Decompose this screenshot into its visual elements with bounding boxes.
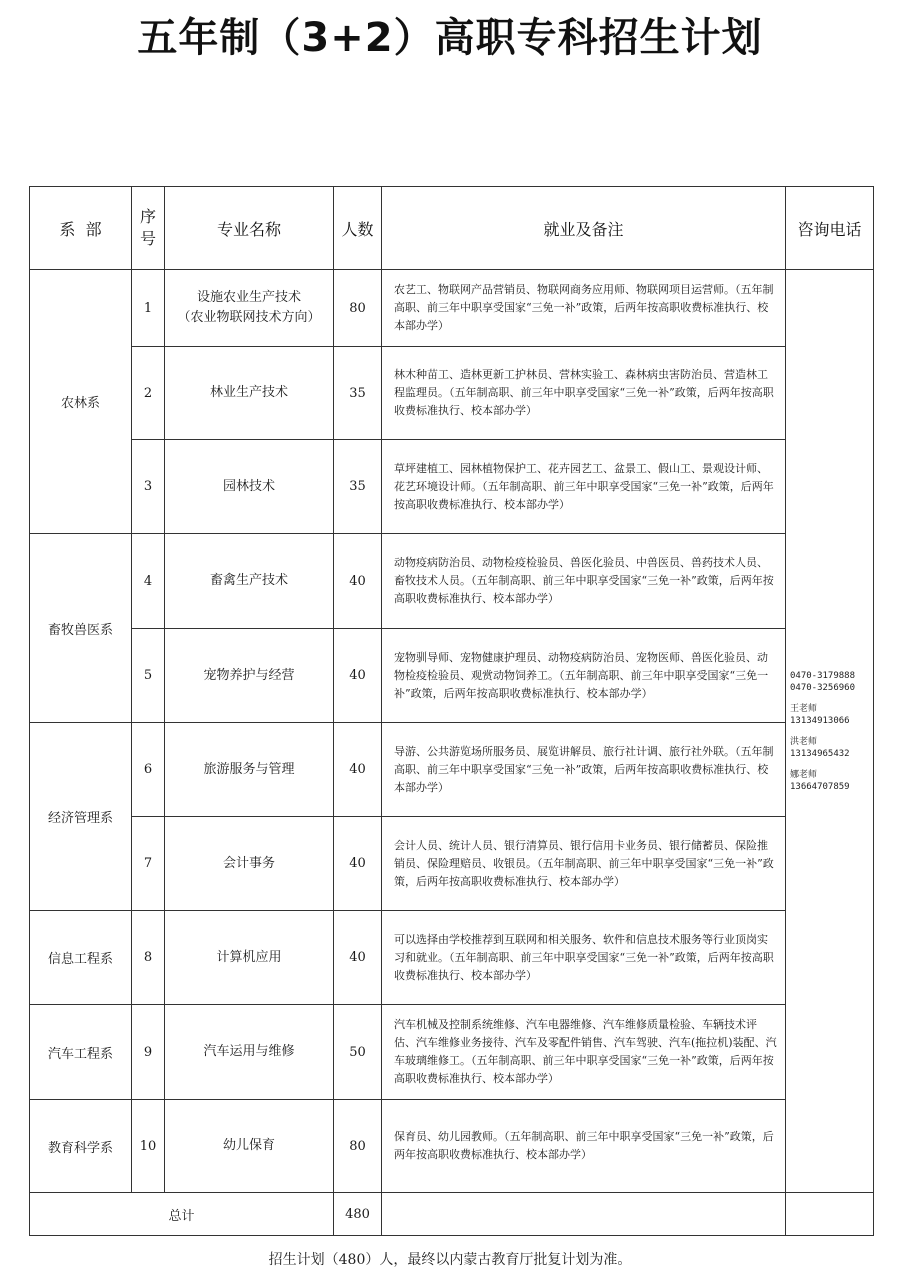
- row-note: 草坪建植工、园林植物保护工、花卉园艺工、盆景工、假山工、景观设计师、花艺环境设计师。（五年制高职、前三年中职享受国家“三免一补”政策，后两年按高职收费标准执行、校本部办学）: [382, 440, 786, 534]
- table-row: [30, 347, 874, 440]
- row-count: 40: [334, 534, 382, 629]
- total-value: 480: [334, 1193, 382, 1236]
- total-empty-cell: [382, 1193, 786, 1236]
- row-note: 会计人员、统计人员、银行清算员、银行信用卡业务员、银行储蓄员、保险推销员、保险理赔员、收银员。（五年制高职、前三年中职享受国家“三免一补”政策，后两年按高职收费标准执行、校本部办学）: [382, 817, 786, 911]
- header-dept: 系 部: [30, 187, 132, 270]
- row-count: 80: [334, 270, 382, 347]
- row-major: 幼儿保育: [165, 1100, 334, 1193]
- contact-cell: [786, 270, 874, 1193]
- total-row: [30, 1193, 874, 1236]
- table-row: [30, 723, 874, 817]
- page-title: 五年制（3+2）高职专科招生计划: [137, 15, 763, 61]
- row-seq: 5: [132, 629, 165, 723]
- contact-teacher-1-phone: 13134913066: [790, 715, 850, 726]
- header-count: 人数: [334, 187, 382, 270]
- row-seq: 3: [132, 440, 165, 534]
- row-major: 畜禽生产技术: [165, 534, 334, 629]
- table-row: [30, 911, 874, 1005]
- contact-teacher-2-phone: 13134965432: [790, 748, 850, 759]
- table-row: [30, 270, 874, 347]
- row-major: 汽车运用与维修: [165, 1005, 334, 1100]
- table-row: [30, 440, 874, 534]
- dept-jiaoyu: 教育科学系: [30, 1100, 132, 1193]
- row-seq: 4: [132, 534, 165, 629]
- row-major: 园林技术: [165, 440, 334, 534]
- dept-xumu: 畜牧兽医系: [30, 534, 132, 723]
- table-row: [30, 534, 874, 629]
- row-seq: 1: [132, 270, 165, 347]
- contact-teacher-3-name: 娜老师: [790, 769, 818, 780]
- row-note: 可以选择由学校推荐到互联网和相关服务、软件和信息技术服务等行业顶岗实习和就业。（五年制高职、前三年中职享受国家“三免一补”政策，后两年按高职收费标准执行、校本部办学）: [382, 911, 786, 1005]
- row-major: 林业生产技术: [165, 347, 334, 440]
- row-count: 35: [334, 347, 382, 440]
- table-header-row: [30, 187, 874, 270]
- row-major: [165, 270, 334, 347]
- contact-phone-1: 0470-3179888: [790, 670, 856, 681]
- row-seq: 9: [132, 1005, 165, 1100]
- row-note: 宠物驯导师、宠物健康护理员、动物疫病防治员、宠物医师、兽医化验员、动物检疫检验员、观赏动物饲养工。（五年制高职、前三年中职享受国家“三免一补”政策，后两年按高职收费标准执行、校本部办学）: [382, 629, 786, 723]
- row-count: 40: [334, 817, 382, 911]
- row-count: 50: [334, 1005, 382, 1100]
- contact-teacher-3-phone: 13664707859: [790, 781, 850, 792]
- header-seq-line2: 号: [139, 229, 156, 248]
- header-seq: [132, 187, 165, 270]
- row-seq: 6: [132, 723, 165, 817]
- table-row: [30, 1005, 874, 1100]
- row-major: 会计事务: [165, 817, 334, 911]
- row-count: 35: [334, 440, 382, 534]
- row-major: 计算机应用: [165, 911, 334, 1005]
- row-count: 40: [334, 723, 382, 817]
- dept-jingji: 经济管理系: [30, 723, 132, 911]
- row-major-line1: 设施农业生产技术: [196, 290, 301, 305]
- row-seq: 10: [132, 1100, 165, 1193]
- row-note: 导游、公共游览场所服务员、展览讲解员、旅行社计调、旅行社外联。（五年制高职、前三年中职享受国家“三免一补”政策，后两年按高职收费标准执行、校本部办学）: [382, 723, 786, 817]
- dept-qiche: 汽车工程系: [30, 1005, 132, 1100]
- row-seq: 8: [132, 911, 165, 1005]
- table-row: [30, 629, 874, 723]
- enrollment-plan-table: [29, 186, 874, 1236]
- row-count: 40: [334, 629, 382, 723]
- header-seq-line1: 序: [139, 207, 156, 226]
- row-major: 旅游服务与管理: [165, 723, 334, 817]
- header-contact: 咨询电话: [786, 187, 874, 270]
- row-count: 80: [334, 1100, 382, 1193]
- row-major: 宠物养护与经营: [165, 629, 334, 723]
- row-seq: 7: [132, 817, 165, 911]
- row-seq: 2: [132, 347, 165, 440]
- row-note: 农艺工、物联网产品营销员、物联网商务应用师、物联网项目运营师。（五年制高职、前三年中职享受国家“三免一补”政策，后两年按高职收费标准执行、校本部办学）: [382, 270, 786, 347]
- table-row: [30, 817, 874, 911]
- contact-teacher-1-name: 王老师: [790, 703, 818, 714]
- row-note: 汽车机械及控制系统维修、汽车电器维修、汽车维修质量检验、车辆技术评估、汽车维修业务接待、汽车及零配件销售、汽车驾驶、汽车(拖拉机)装配、汽车玻璃维修工。（五年制高职、前三年中职享受国家“三免一补”政策，后两年按高职收费标准执行、校本部办学）: [382, 1005, 786, 1100]
- row-note: 林木种苗工、造林更新工护林员、营林实验工、森林病虫害防治员、营造林工程监理员。（五年制高职、前三年中职享受国家“三免一补”政策，后两年按高职收费标准执行、校本部办学）: [382, 347, 786, 440]
- table-row: [30, 1100, 874, 1193]
- row-note: 保育员、幼儿园教师。（五年制高职、前三年中职享受国家“三免一补”政策，后两年按高职收费标准执行、校本部办学）: [382, 1100, 786, 1193]
- contact-teacher-2-name: 洪老师: [790, 736, 818, 747]
- contact-phone-2: 0470-3256960: [790, 682, 856, 693]
- footer-note: 招生计划（480）人，最终以内蒙古教育厅批复计划为准。: [268, 1252, 632, 1268]
- total-empty-contact: [786, 1193, 874, 1236]
- dept-xinxi: 信息工程系: [30, 911, 132, 1005]
- header-major: 专业名称: [165, 187, 334, 270]
- row-note: 动物疫病防治员、动物检疫检验员、兽医化验员、中兽医员、兽药技术人员、畜牧技术人员。（五年制高职、前三年中职享受国家“三免一补”政策，后两年按高职收费标准执行、校本部办学）: [382, 534, 786, 629]
- total-label: 总计: [30, 1193, 334, 1236]
- header-note: 就业及备注: [382, 187, 786, 270]
- row-count: 40: [334, 911, 382, 1005]
- row-major-line2: （农业物联网技术方向）: [177, 310, 321, 325]
- dept-nonglin: 农林系: [30, 270, 132, 534]
